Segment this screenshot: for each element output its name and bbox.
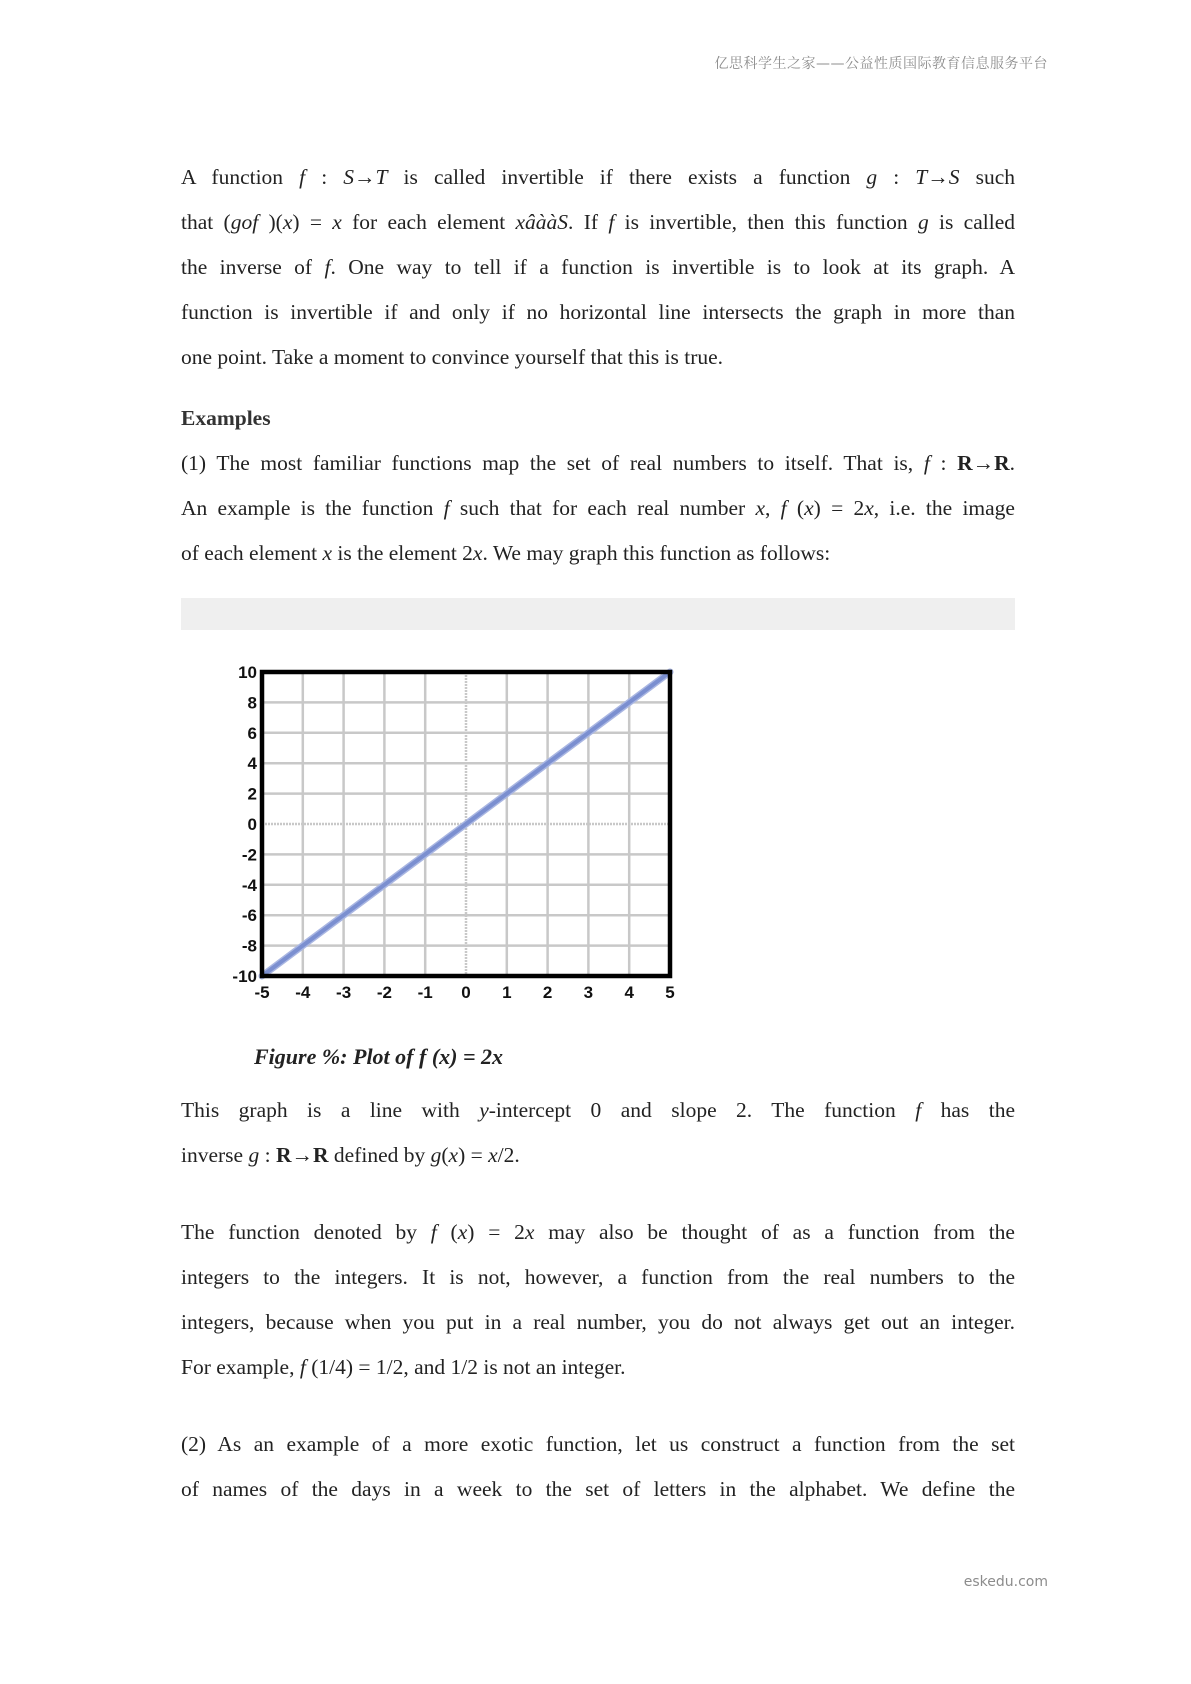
x-tick-label: -5 — [254, 983, 270, 1002]
example2-line2: of names of the days in a week to the set of letters in the alphabet. We define the — [181, 1477, 1015, 1501]
page-header-site-title: 亿思科学生之家——公益性质国际教育信息服务平台 — [714, 56, 1048, 72]
example1-line1: (1) The most familiar functions map the set of real numbers to itself. That is, f : R→R. — [181, 451, 1015, 475]
example2-line1: (2) As an example of a more exotic function, let us construct a function from the set — [181, 1432, 1015, 1456]
x-tick-label: -3 — [336, 983, 352, 1002]
x-tick-label: 0 — [461, 983, 471, 1002]
para1-line5: one point. Take a moment to convince yourself that this is true. — [181, 345, 724, 369]
para3-line1: The function denoted by f (x) = 2x may also be thought of as a function from the — [181, 1220, 1015, 1244]
para3-line4: For example, f (1/4) = 1/2, and 1/2 is not an integer. — [181, 1355, 626, 1379]
y-tick-label: 10 — [238, 663, 257, 682]
y-tick-label: -6 — [241, 906, 257, 926]
x-tick-label: 4 — [624, 983, 634, 1002]
para1-line1: A function f : S→T is called invertible if there exists a function g : T→S such — [181, 165, 1015, 189]
example1-line2: An example is the function f such that for each real number x, f (x) = 2x, i.e. the image — [181, 496, 1015, 520]
y-tick-label: 8 — [247, 693, 257, 713]
x-tick-label: 2 — [542, 983, 553, 1002]
para3-line2: integers to the integers. It is not, however, a function from the real numbers to the — [181, 1265, 1015, 1289]
example1-line3: of each element x is the element 2x. We may graph this function as follows: — [181, 541, 831, 565]
page-footer-url: eskedu.com — [963, 1574, 1048, 1590]
document-body — [181, 155, 1015, 576]
para3-line3: integers, because when you put in a real number, you do not always get out an integer. — [181, 1310, 1015, 1334]
x-tick-label: -2 — [376, 983, 392, 1002]
plot-canvas — [222, 660, 692, 1015]
examples-heading: Examples — [181, 406, 271, 430]
x-tick-label: 3 — [583, 983, 594, 1002]
y-tick-label: 2 — [247, 784, 257, 804]
y-tick-label: 4 — [247, 754, 257, 774]
y-tick-label: 6 — [247, 723, 257, 743]
para1-line4: function is invertible if and only if no horizontal line intersects the graph in more than — [181, 300, 1015, 324]
y-tick-label: -4 — [241, 875, 257, 895]
para1-line2: that (gof )(x) = x for each element xâààS. If f is invertible, then this function g is called — [181, 210, 1015, 234]
y-tick-label: -2 — [241, 845, 257, 865]
function-plot — [222, 660, 692, 1015]
y-tick-label: -10 — [232, 967, 257, 986]
x-tick-label: -4 — [295, 983, 311, 1002]
para1-line3: the inverse of f. One way to tell if a function is invertible is to look at its graph. A — [181, 255, 1015, 279]
figure-caption: Figure %: Plot of f (x) = 2x — [254, 1044, 504, 1069]
y-tick-label: 0 — [247, 815, 257, 834]
x-tick-label: 1 — [502, 983, 512, 1002]
document-body-continued — [181, 1088, 1015, 1512]
para2-line1: This graph is a line with y-intercept 0 and slope 2. The function f has the — [181, 1098, 1015, 1122]
figure-placeholder-bar — [181, 598, 1015, 630]
para2-line2: inverse g : R→R defined by g(x) = x/2. — [181, 1143, 520, 1167]
x-tick-label: -1 — [417, 983, 433, 1002]
x-tick-label: 5 — [665, 983, 675, 1002]
y-tick-label: -8 — [241, 936, 257, 956]
